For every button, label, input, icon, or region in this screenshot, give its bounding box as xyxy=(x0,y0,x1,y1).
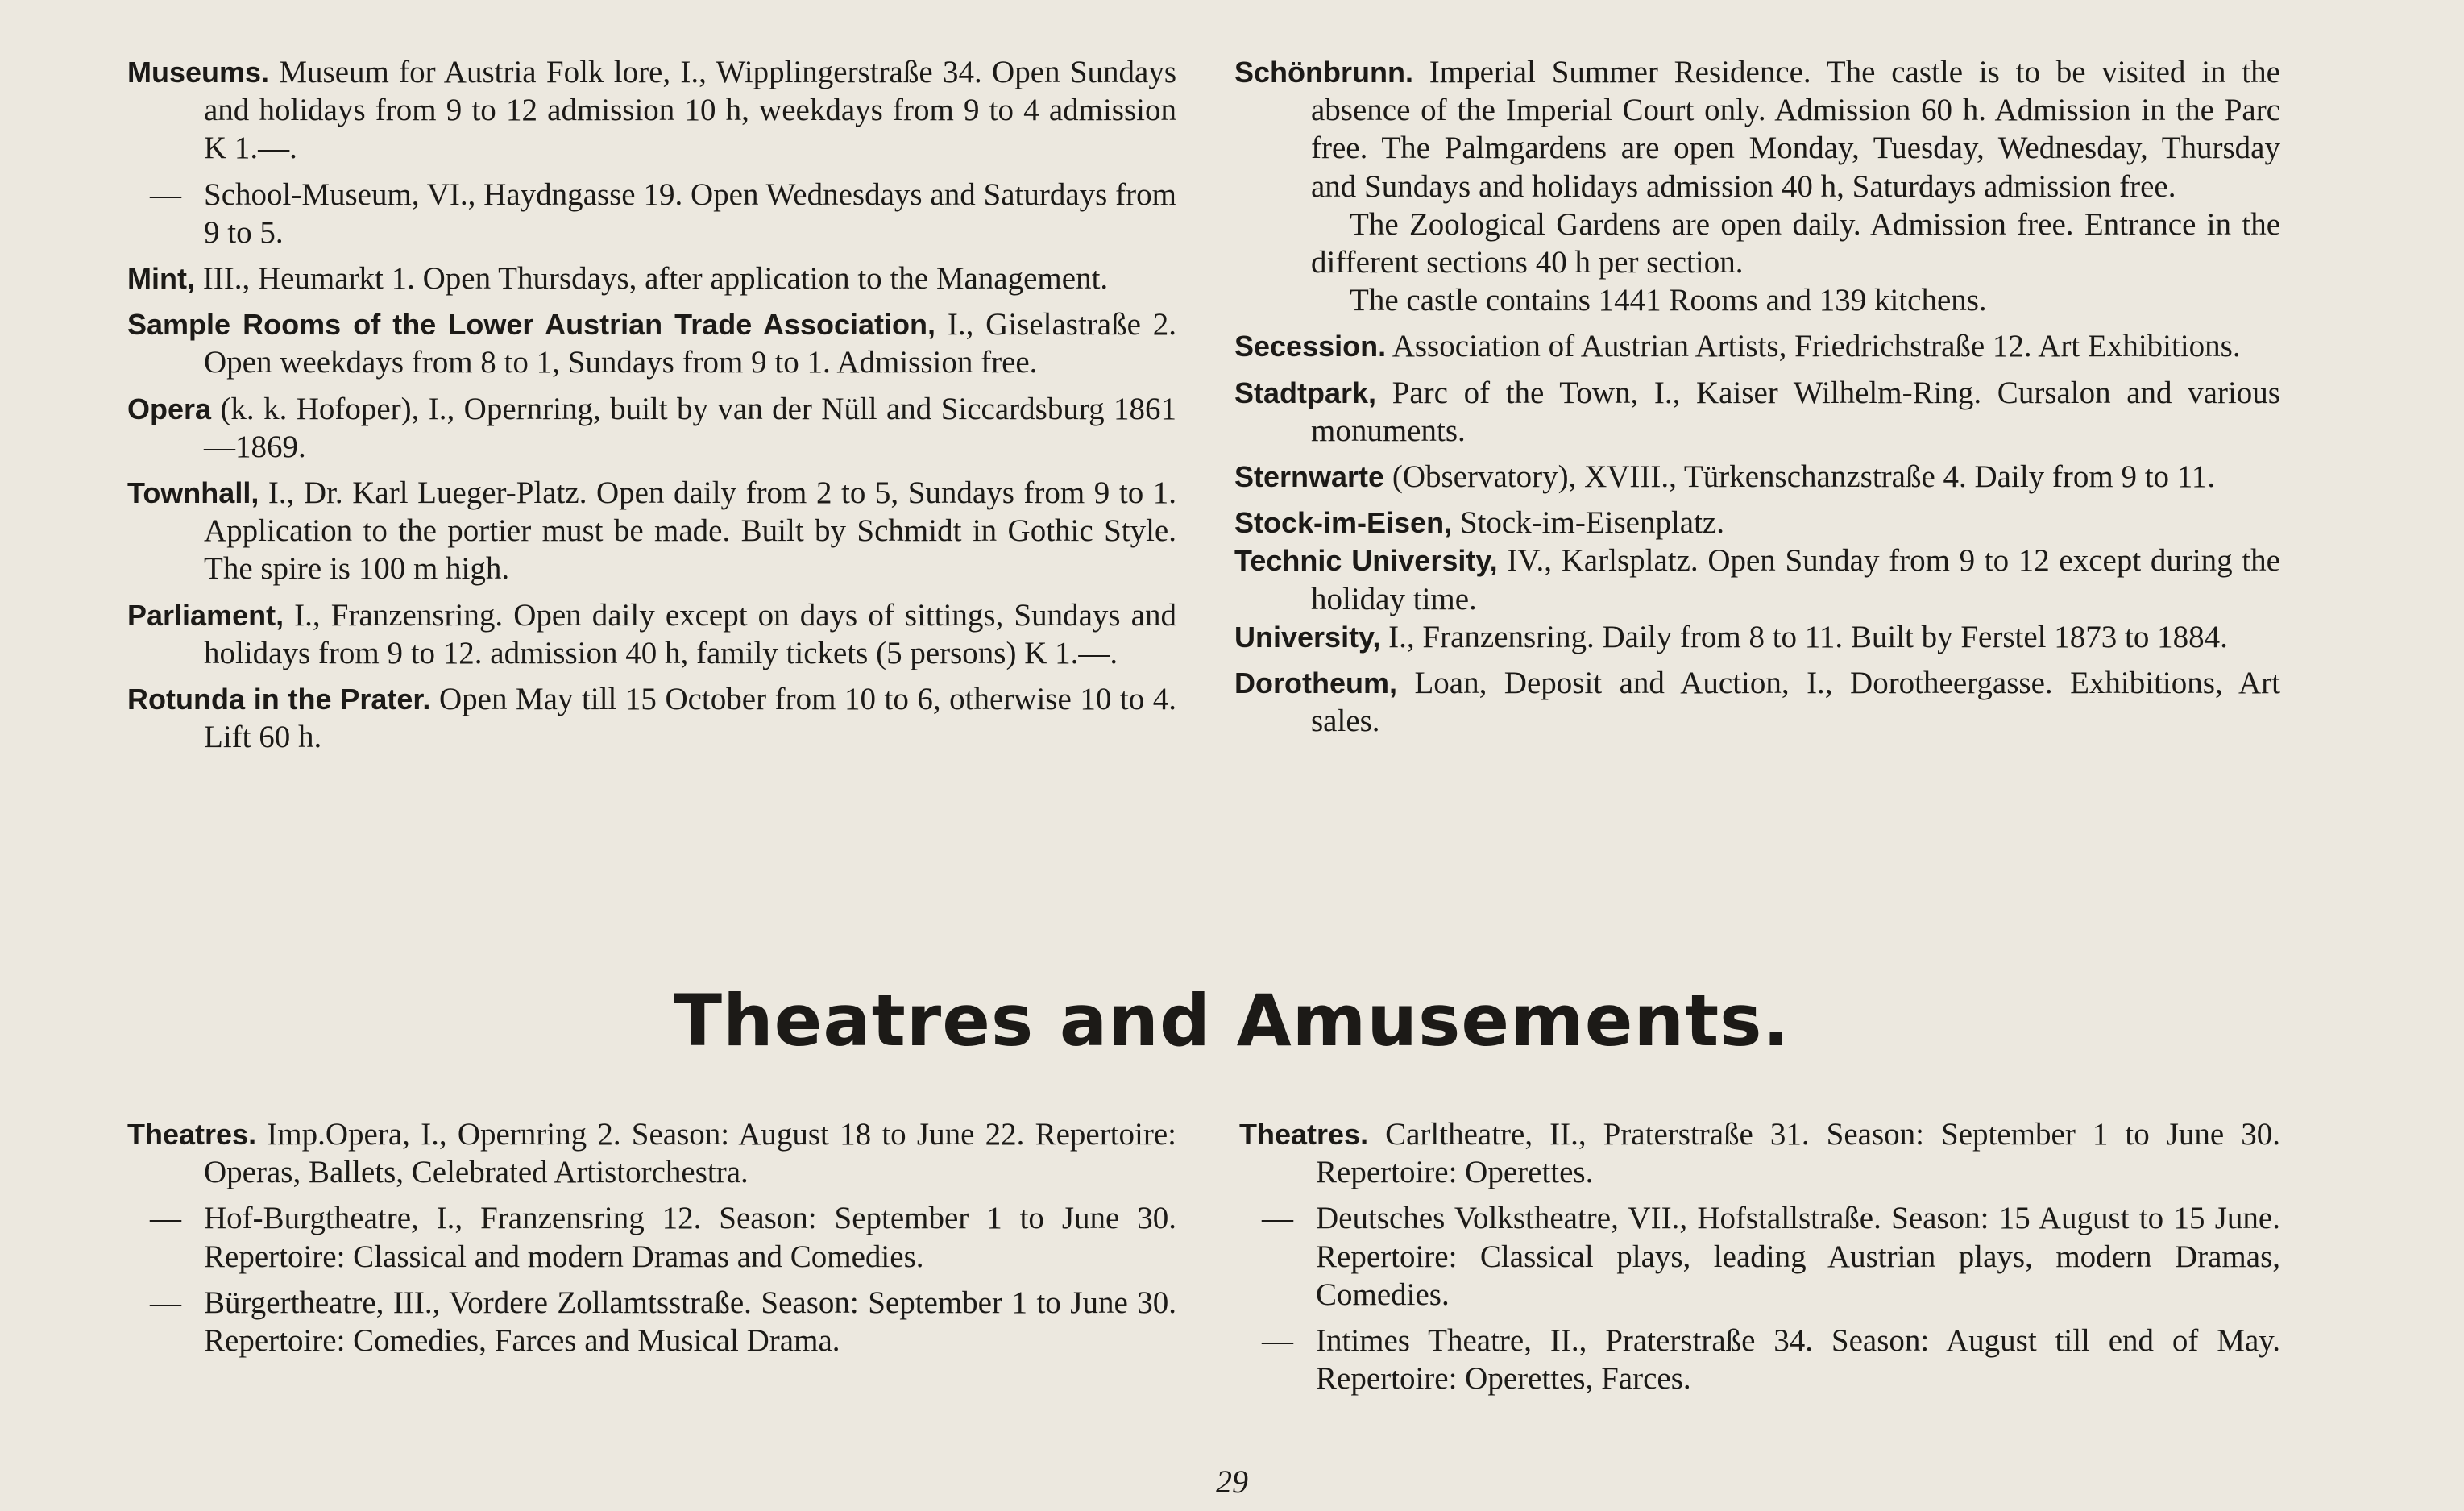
entry-university xyxy=(1234,618,2280,656)
entry-text: Bürgertheatre, III., Vordere Zollamtsstraße. Season: September 1 to June 30. Repertoire: Comedies, Farces and Musical Drama. xyxy=(204,1285,1176,1359)
entry-text: Carltheatre, II., Praterstraße 31. Season: September 1 to June 30. Repertoire: Operettes. xyxy=(1316,1117,2280,1190)
paragraph-text: The Zoological Gardens are open daily. Admission free. Entrance in the different sections 40 h per section. xyxy=(1311,206,2280,280)
entry-heading: Mint, xyxy=(127,262,195,296)
entry-heading: Townhall, xyxy=(127,476,259,510)
entry-text: Deutsches Volkstheatre, VII., Hofstallstraße. Season: 15 August to 15 June. Repertoire: Classical plays, leading Austrian plays, modern Dramas, Comedies. xyxy=(1316,1201,2280,1312)
entry-carltheatre xyxy=(1239,1115,2280,1191)
entry-text: (k. k. Hofoper), I., Opernring, built by van der Nüll and Siccardsburg 1861—1869. xyxy=(204,391,1176,464)
entry-heading: Theatres. xyxy=(1239,1118,1369,1151)
entry-hof-burgtheatre xyxy=(127,1199,1176,1275)
entry-text: Association of Austrian Artists, Friedrichstraße 12. Art Exhibitions. xyxy=(1386,329,2241,364)
entry-heading: Parliament, xyxy=(127,598,284,632)
entry-museums xyxy=(127,53,1176,168)
entry-text: IV., Karlsplatz. Open Sunday from 9 to 12 except during the holiday time. xyxy=(1311,543,2280,616)
entry-intimes-theatre xyxy=(1239,1322,2280,1397)
theatres-column-left xyxy=(127,1115,1176,1368)
entry-text: I., Franzensring. Open daily except on days of sittings, Sundays and holidays from 9 to 12. admission 40 h, family tickets (5 persons) K 1.—. xyxy=(204,597,1176,670)
entry-mint xyxy=(127,259,1176,297)
entry-heading: Sample Rooms of the Lower Austrian Trade Association, xyxy=(127,308,936,342)
dash-mark: — xyxy=(150,1201,181,1236)
entry-parliament xyxy=(127,596,1176,672)
sights-column-left xyxy=(127,53,1176,764)
entry-text: Imp.Opera, I., Opernring 2. Season: August 18 to June 22. Repertoire: Operas, Ballets, Celebrated Artistorchestra. xyxy=(204,1117,1176,1190)
entry-text: III., Heumarkt 1. Open Thursdays, after application to the Management. xyxy=(194,261,1109,297)
entry-stock-im-eisen xyxy=(1234,504,2280,542)
dash-mark: — xyxy=(1262,1201,1293,1236)
entry-buergertheatre xyxy=(127,1284,1176,1359)
entry-heading: Stock-im-Eisen, xyxy=(1234,506,1453,540)
dash-mark: — xyxy=(150,1285,181,1320)
theatres-column-right xyxy=(1239,1115,2280,1405)
entry-heading: Sternwarte xyxy=(1234,460,1385,494)
entry-text: I., Franzensring. Daily from 8 to 11. Built by Ferstel 1873 to 1884. xyxy=(1380,619,2228,654)
dash-mark: — xyxy=(1262,1323,1293,1359)
entry-text: I., Dr. Karl Lueger-Platz. Open daily from 2 to 5, Sundays from 9 to 1. Application to the portier must be made. Built by Schmidt in Gothic Style. The spire is 100 m high. xyxy=(204,475,1176,587)
schoenbrunn-zoo-paragraph xyxy=(1234,205,2280,281)
entry-deutsches-volkstheatre xyxy=(1239,1199,2280,1314)
entry-text: Stock-im-Eisenplatz. xyxy=(1452,505,1724,541)
entry-heading: Opera xyxy=(127,392,212,425)
entry-text: Museum for Austria Folk lore, I., Wipplingerstraße 34. Open Sundays and holidays from 9 to 12 admission 10 h, weekdays from 9 to 4 admission K 1.—. xyxy=(204,55,1176,166)
entry-dorotheum xyxy=(1234,664,2280,740)
entry-heading: Technic University, xyxy=(1234,544,1498,578)
paragraph-text: The castle contains 1441 Rooms and 139 kitchens. xyxy=(1350,283,1987,318)
entry-heading: Dorotheum, xyxy=(1234,666,1397,700)
entry-sample-rooms xyxy=(127,305,1176,381)
entry-secession xyxy=(1234,327,2280,365)
entry-heading: Stadtpark, xyxy=(1234,376,1377,409)
entry-text: Parc of the Town, I., Kaiser Wilhelm-Ring. Cursalon and various monuments. xyxy=(1311,375,2280,448)
sights-column-right xyxy=(1234,53,2280,748)
schoenbrunn-rooms-paragraph xyxy=(1234,281,2280,319)
entry-heading: University, xyxy=(1234,620,1381,654)
dash-mark: — xyxy=(150,176,181,212)
entry-text: I., Giselastraße 2. Open weekdays from 8 to 1, Sundays from 9 to 1. Admission free. xyxy=(204,307,1176,380)
entry-heading: Rotunda in the Prater. xyxy=(127,683,431,716)
entry-text: (Observatory), XVIII., Türkenschanzstraße 4. Daily from 9 to 11. xyxy=(1384,459,2216,495)
entry-text: Loan, Deposit and Auction, I., Dorotheergasse. Exhibitions, Art sales. xyxy=(1311,666,2280,739)
entry-text: Open May till 15 October from 10 to 6, otherwise 10 to 4. Lift 60 h. xyxy=(204,682,1177,755)
entry-text: Hof-Burgtheatre, I., Franzensring 12. Season: September 1 to June 30. Repertoire: Classical and modern Dramas and Comedies. xyxy=(204,1201,1176,1274)
entry-sternwarte xyxy=(1234,458,2280,496)
section-title: Theatres and Amusements. xyxy=(674,979,1790,1062)
entry-text: Intimes Theatre, II., Praterstraße 34. Season: August till end of May. Repertoire: Operettes, Farces. xyxy=(1316,1323,2280,1397)
entry-townhall xyxy=(127,474,1176,588)
entry-heading: Schönbrunn. xyxy=(1234,56,1413,89)
entry-heading: Theatres. xyxy=(127,1118,257,1151)
entry-text: Imperial Summer Residence. The castle is to be visited in the absence of the Imperial Court only. Admission 60 h. Admission in the Parc free. The Palmgardens are open Monday, Tuesday, Wednesday, Thursday and Sundays and holidays admission 40 h, Saturdays admission free. xyxy=(1311,55,2280,204)
entry-heading: Museums. xyxy=(127,56,270,89)
page-number: 29 xyxy=(1216,1463,1248,1500)
entry-schoenbrunn xyxy=(1234,53,2280,205)
entry-school-museum xyxy=(127,176,1176,251)
entry-text: School-Museum, VI., Haydngasse 19. Open Wednesdays and Saturdays from 9 to 5. xyxy=(204,176,1176,250)
entry-heading: Secession. xyxy=(1234,330,1387,363)
entry-stadtpark xyxy=(1234,374,2280,450)
entry-opera xyxy=(127,390,1176,466)
entry-rotunda xyxy=(127,680,1176,756)
entry-imp-opera xyxy=(127,1115,1176,1191)
entry-technic-university xyxy=(1234,542,2280,617)
